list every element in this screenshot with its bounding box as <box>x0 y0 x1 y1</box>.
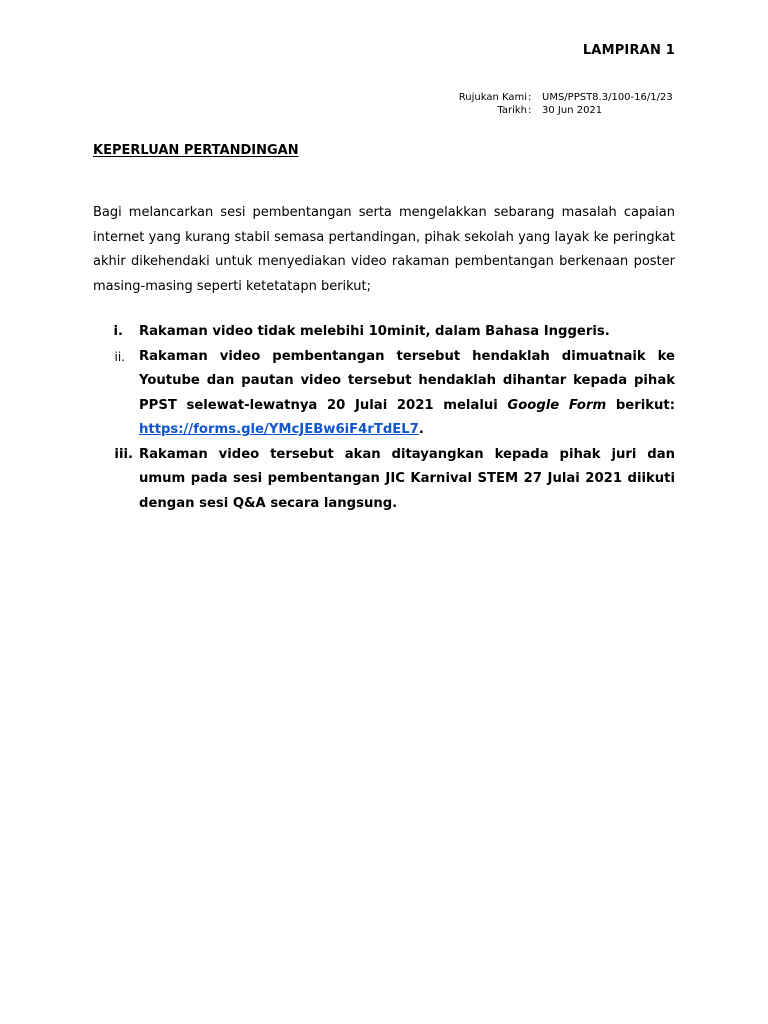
section-title: KEPERLUAN PERTANDINGAN <box>93 143 299 158</box>
intro-paragraph: Bagi melancarkan sesi pembentangan serta mengelakkan sebarang masalah capaian internet yang kurang stabil semasa pertandingan, pihak sekolah yang layak ke peringkat akhir dikehendaki untuk menyediakan video rakaman pembentangan berkenaan poster masing-masing seperti ketetatapn berikut; <box>93 205 675 294</box>
list-item <box>93 320 675 345</box>
list-marker: i. <box>113 324 123 339</box>
date-value: 30 Jun 2021 <box>542 105 603 116</box>
form-link[interactable]: https://forms.gle/YMcJEBw6iF4rTdEL7 <box>139 422 419 437</box>
list-item-text-middle: berikut: <box>606 397 675 413</box>
list-item <box>93 345 675 443</box>
date-row <box>440 104 673 117</box>
date-colon: : <box>528 105 532 116</box>
appendix-label: LAMPIRAN 1 <box>582 43 675 58</box>
list-item-text: Rakaman video tidak melebihi 10minit, dalam Bahasa Inggeris. <box>139 324 610 339</box>
requirements-list <box>93 320 675 516</box>
reference-block <box>440 91 673 117</box>
list-item-text-start: Rakaman video pembentangan tersebut hendaklah dimuatnaik ke Youtube dan pautan video tersebut hendaklah dihantar kepada pihak PPST selewat-lewatnya 20 Julai 2021 melalui <box>139 348 675 413</box>
date-label: Tarikh <box>497 105 527 116</box>
list-item-text <box>139 345 675 443</box>
list-item-text-end: . <box>418 422 424 437</box>
reference-row <box>440 91 673 104</box>
reference-colon: : <box>528 92 532 103</box>
reference-value: UMS/PPST8.3/100-16/1/23 <box>542 92 673 103</box>
list-marker: ii. <box>114 349 125 364</box>
list-item <box>93 443 675 517</box>
reference-label: Rujukan Kami <box>458 92 527 103</box>
google-form-emphasis: Google Form <box>507 397 607 413</box>
list-item-text: Rakaman video tersebut akan ditayangkan kepada pihak juri dan umum pada sesi pembentangan JIC Karnival STEM 27 Julai 2021 diikuti dengan sesi Q&A secara langsung. <box>139 446 675 511</box>
list-marker: iii. <box>114 446 133 462</box>
